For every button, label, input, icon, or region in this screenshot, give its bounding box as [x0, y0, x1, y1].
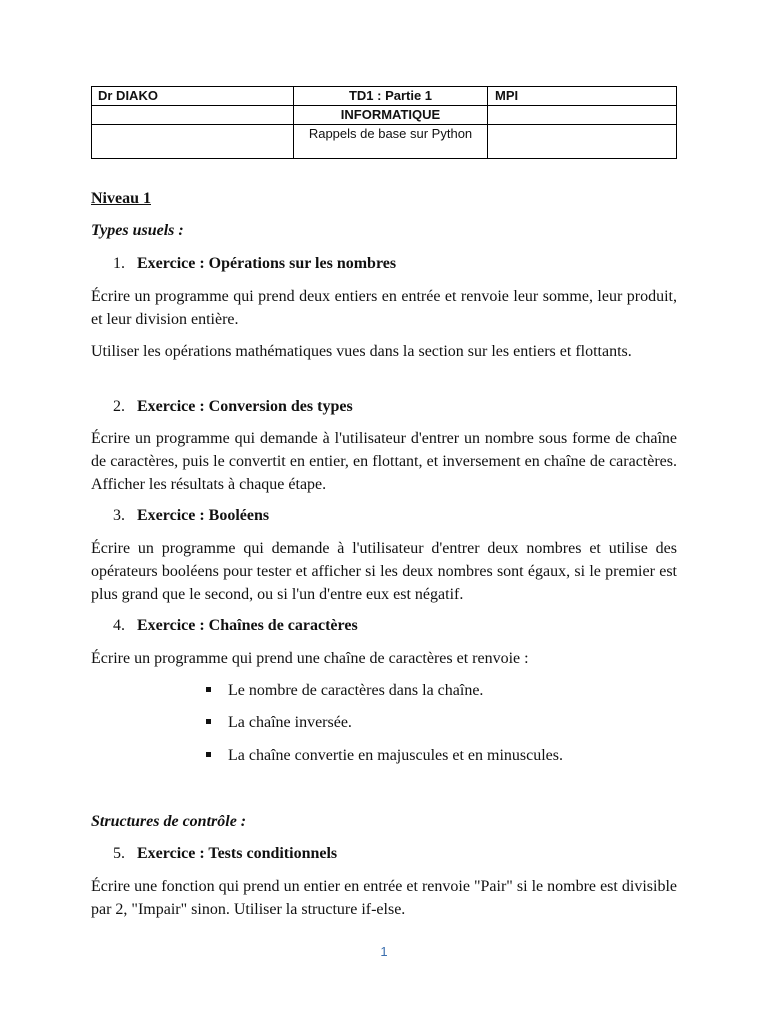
subject-cell: INFORMATIQUE: [294, 106, 488, 125]
class-cell: MPI: [488, 87, 677, 106]
paragraph: Utiliser les opérations mathématiques vues dans la section sur les entiers et flottants.: [91, 343, 632, 360]
exercise-heading: 2. Exercice : Conversion des types: [113, 398, 353, 415]
header-table: [91, 86, 677, 159]
empty-cell: [92, 106, 294, 125]
level-title: Niveau 1: [91, 190, 151, 207]
paragraph: Écrire un programme qui demande à l'utilisateur d'entrer un nombre sous forme de chaîne de caractères, puis le convertit en entier, en flottant, et inversement en chaîne de caractères. Afficher les résultats à chaque étape.: [91, 430, 677, 493]
list-item: La chaîne inversée.: [206, 711, 352, 734]
bullet-square-icon: [206, 719, 211, 724]
exercise-heading: 3. Exercice : Booléens: [113, 507, 270, 524]
empty-cell: [92, 125, 294, 159]
exercise-heading: 1. Exercice : Opérations sur les nombres: [113, 255, 397, 272]
topic-cell: Rappels de base sur Python: [294, 125, 488, 159]
bullet-square-icon: [206, 752, 211, 757]
td-title-cell: TD1 : Partie 1: [294, 87, 488, 106]
paragraph: Écrire une fonction qui prend un entier en entrée et renvoie "Pair" si le nombre est divisible par 2, "Impair" sinon. Utiliser la structure if-else.: [91, 878, 677, 918]
paragraph: Écrire un programme qui demande à l'utilisateur d'entrer deux nombres et utilise des opérateurs booléens pour tester et afficher si les deux nombres sont égaux, si le premier est plus grand que le second, ou si l'un d'entre eux est négatif.: [91, 540, 677, 603]
list-item: La chaîne convertie en majuscules et en minuscules.: [206, 744, 563, 767]
author-cell: Dr DIAKO: [92, 87, 294, 106]
exercise-heading: 4. Exercice : Chaînes de caractères: [113, 617, 358, 634]
paragraph: Écrire un programme qui prend deux entiers en entrée et renvoie leur somme, leur produit, et leur division entière.: [91, 288, 677, 328]
section-title-types: Types usuels :: [91, 222, 184, 239]
empty-cell: [488, 106, 677, 125]
paragraph: Écrire un programme qui prend une chaîne de caractères et renvoie :: [91, 650, 529, 667]
exercise-heading: 5. Exercice : Tests conditionnels: [113, 845, 338, 862]
section-title-control: Structures de contrôle :: [91, 813, 247, 830]
page-number: 1: [380, 944, 388, 959]
bullet-square-icon: [206, 687, 211, 692]
list-item: Le nombre de caractères dans la chaîne.: [206, 679, 483, 702]
empty-cell: [488, 125, 677, 159]
